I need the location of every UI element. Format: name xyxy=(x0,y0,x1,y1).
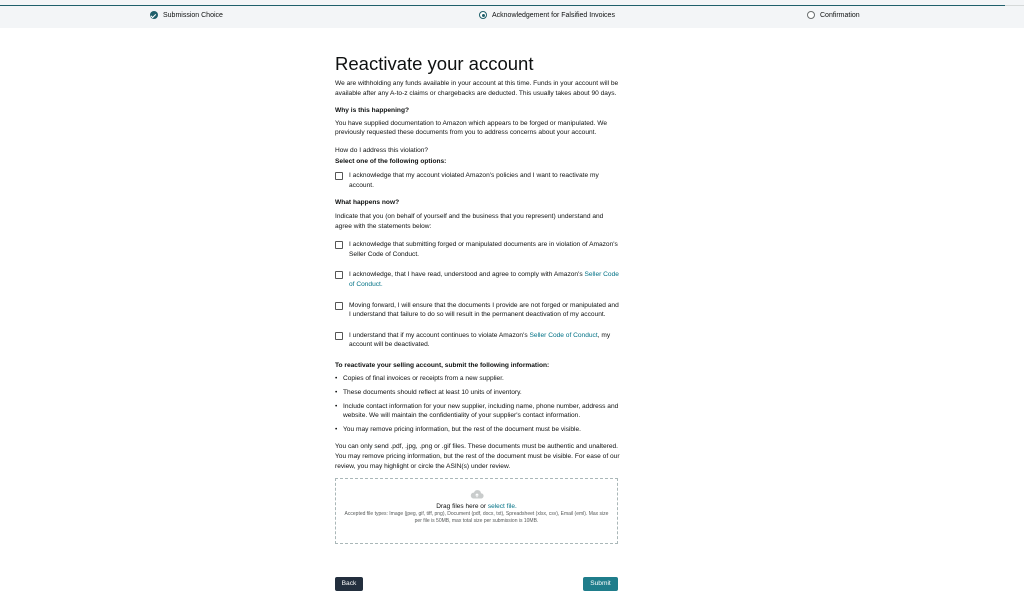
main-content xyxy=(335,52,620,544)
check-circle-icon xyxy=(150,11,158,19)
radio-current-icon xyxy=(479,11,487,19)
step-acknowledgement[interactable] xyxy=(479,11,615,19)
list-item: • Copies of final invoices or receipts from a new supplier. xyxy=(335,374,620,384)
list-item: • Include contact information for your new supplier, including name, phone number, address and website. We will maintain the confidentiality of your supplier's contact information. xyxy=(335,402,620,421)
step-label: Confirmation xyxy=(820,11,860,19)
page-title: Reactivate your account xyxy=(335,53,534,74)
checkbox[interactable] xyxy=(335,332,343,340)
why-text: You have supplied documentation to Amazon which appears to be forged or manipulated. We previously requested these documents from you to address concerns about your account. xyxy=(335,119,607,137)
checkbox[interactable] xyxy=(335,271,343,279)
accepted-file-types: Accepted file types: Image (jpeg, gif, tiff, png), Document (pdf, docx, txt), Spreadsheet (xlsx, csv), Email (eml). Max size per file is 50MB, max total size per submission is 10MB. xyxy=(344,511,609,525)
reactivate-heading: To reactivate your selling account, submit the following information: xyxy=(335,361,550,369)
progress-fill xyxy=(0,5,1005,6)
list-item: • These documents should reflect at least 10 units of inventory. xyxy=(335,388,620,398)
ack-text: I understand that if my account continues to violate Amazon's xyxy=(349,331,530,339)
checkbox[interactable] xyxy=(335,302,343,310)
drag-text: Drag files here or xyxy=(436,503,488,511)
radio-empty-icon xyxy=(807,11,815,19)
drag-instruction xyxy=(336,502,617,511)
step-label: Submission Choice xyxy=(163,11,223,19)
cloud-upload-icon xyxy=(470,489,484,499)
ack-label xyxy=(349,270,620,289)
seller-code-link[interactable]: Seller Code of Conduct xyxy=(529,331,598,339)
select-heading: Select one of the following options: xyxy=(335,157,447,165)
ack-code-of-conduct[interactable] xyxy=(335,270,620,289)
how-question: How do I address this violation? xyxy=(335,146,429,154)
submit-button[interactable]: Submit xyxy=(583,577,618,591)
ack-text: , my account will be deactivated. xyxy=(349,331,611,349)
file-drop-zone[interactable] xyxy=(335,478,618,544)
ack-forged-documents[interactable] xyxy=(335,240,620,259)
why-heading: Why is this happening? xyxy=(335,107,409,115)
seller-code-link[interactable]: Seller Code of Conduct. xyxy=(349,271,619,288)
select-file-link[interactable]: select file. xyxy=(487,503,517,511)
back-button[interactable]: Back xyxy=(335,577,363,591)
ack-text: I acknowledge, that I have read, understood and agree to comply with Amazon's xyxy=(349,271,585,279)
intro-text: We are withholding any funds available in your account at this time. Funds in your account will be available after any A-to-z claims or chargebacks are deducted. This usually takes about 90 days. xyxy=(335,80,619,97)
step-label: Acknowledgement for Falsified Invoices xyxy=(492,11,615,19)
ack-label: Moving forward, I will ensure that the documents I provide are not forged or manipulated and I understand that failure to do so will result in the permanent deactivation of my account. xyxy=(349,301,619,319)
step-confirmation[interactable] xyxy=(807,11,860,19)
progress-stepper xyxy=(0,0,1024,28)
ack-moving-forward[interactable] xyxy=(335,301,620,320)
list-item: • You may remove pricing information, but the rest of the document must be visible. xyxy=(335,425,620,435)
ack-label xyxy=(349,331,620,350)
ack-deactivation[interactable] xyxy=(335,331,620,350)
ack-label: I acknowledge that submitting forged or manipulated documents are in violation of Amazon's Seller Code of Conduct. xyxy=(349,241,618,258)
option-label: I acknowledge that my account violated Amazon's policies and I want to reactivate my account. xyxy=(349,172,599,189)
checkbox[interactable] xyxy=(335,172,343,180)
requirements-list xyxy=(335,374,620,434)
option-reactivate[interactable] xyxy=(335,171,620,190)
checkbox[interactable] xyxy=(335,241,343,249)
what-heading: What happens now? xyxy=(335,199,400,207)
upload-info: You can only send .pdf, .jpg, .png or .gif files. These documents must be authentic and unaltered. You may remove pricing information, but the rest of the document must be visible. For ease of our review, you may highlight or circle the ASIN(s) under review. xyxy=(335,443,620,470)
indicate-text: Indicate that you (on behalf of yourself and the business that you represent) understand and agree with the statements below: xyxy=(335,212,604,230)
step-submission-choice[interactable] xyxy=(150,11,223,19)
